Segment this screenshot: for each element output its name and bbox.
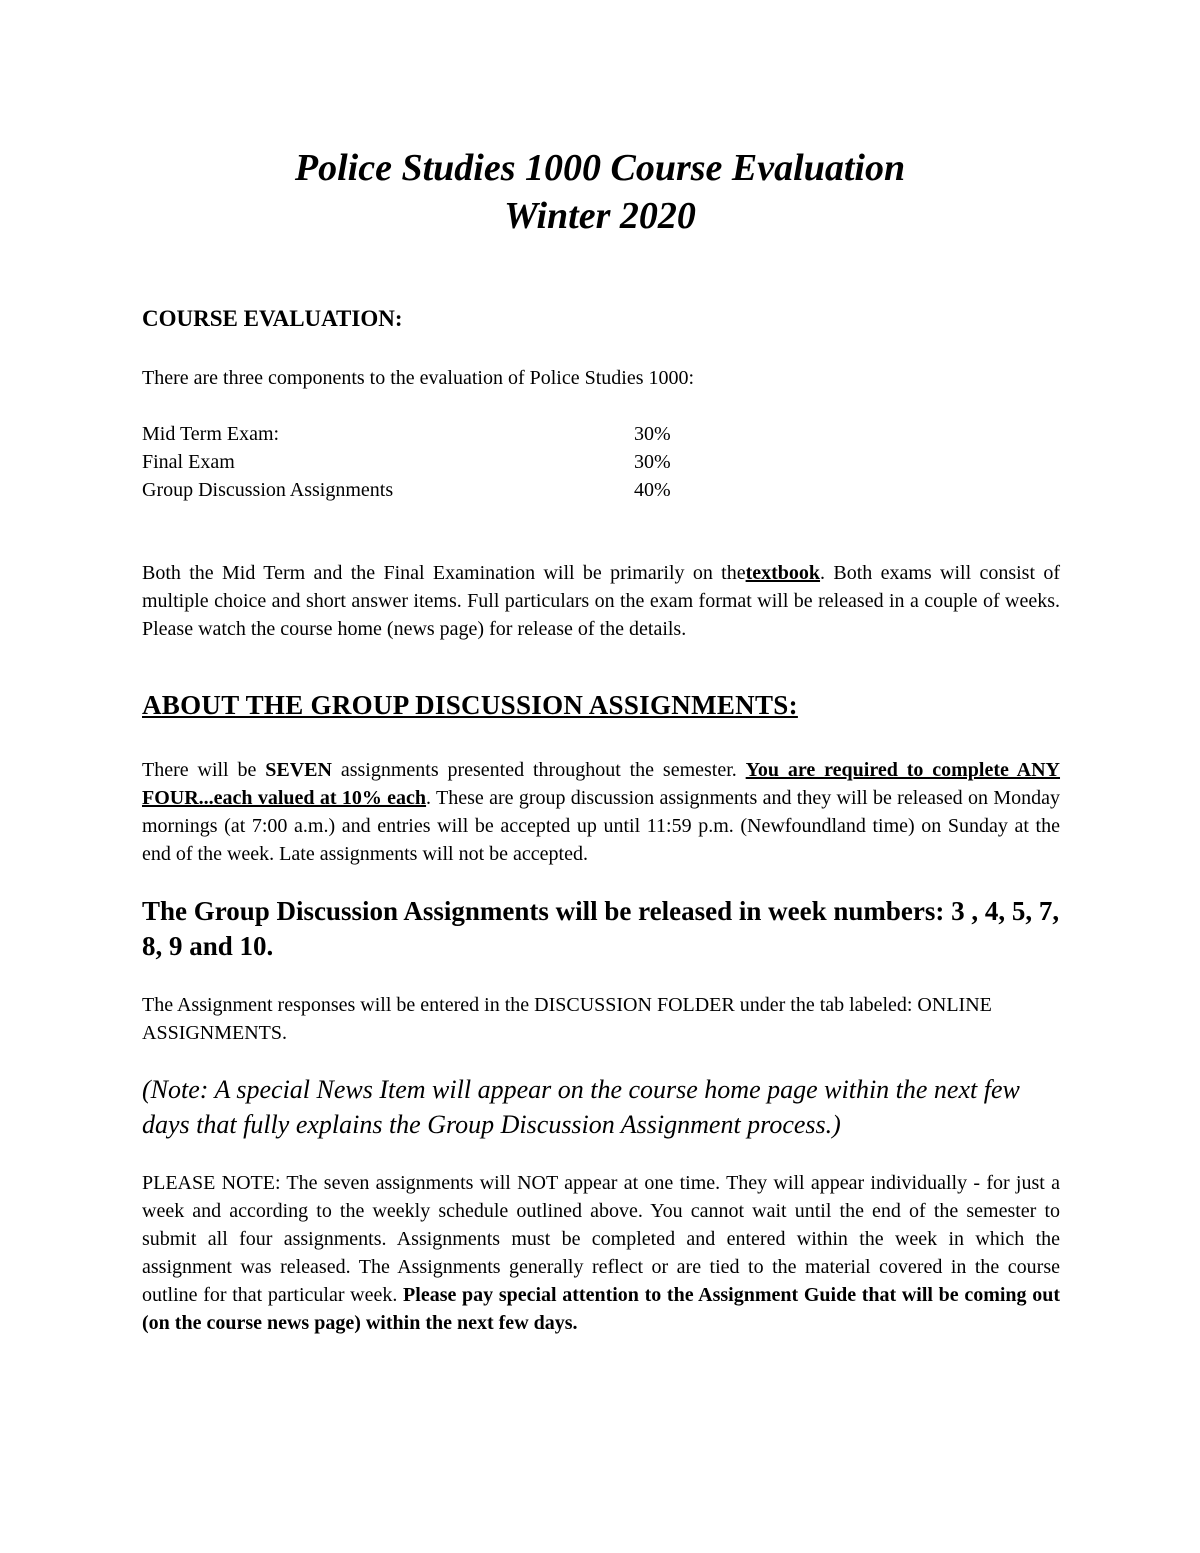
- please-note-text: PLEASE NOTE: The seven assignments will NOT appear at one time. They will appear individually - for just a week and according to the weekly schedule outlined above. You cannot wait until the end of the semester to submit all four assignments. Assignments must be completed and entered within the week in which the assignment was released. The Assignments generally reflect or are tied to the material covered in the course outline for that particular week.: [142, 1172, 1060, 1306]
- component-weight: 30%: [634, 451, 671, 473]
- page-subtitle: Winter 2020: [504, 195, 696, 237]
- course-evaluation-heading: COURSE EVALUATION:: [142, 306, 403, 331]
- release-weeks-heading: The Group Discussion Assignments will be released in week numbers: 3 , 4, 5, 7, 8, 9 and 10.: [142, 896, 1060, 961]
- exams-text-end: . Both exams will consist of multiple choice and short answer items. Full particulars on the exam format will be released in a couple of weeks. Please watch the course home (news page) for release of the details.: [142, 562, 1060, 640]
- news-item-note: (Note: A special News Item will appear on the course home page within the next few days that fully explains the Group Discussion Assignment process.): [142, 1075, 1020, 1139]
- assignments-text-start: There will be: [142, 759, 266, 781]
- component-name: Mid Term Exam:: [142, 423, 280, 445]
- component-weight: 30%: [634, 423, 671, 445]
- please-note-paragraph: [142, 1169, 1060, 1337]
- assignments-text-mid: assignments presented throughout the semester.: [331, 759, 746, 781]
- component-row: [142, 476, 702, 504]
- exams-text-start: Both the Mid Term and the Final Examination will be primarily on the: [142, 562, 746, 584]
- component-name: Final Exam: [142, 451, 235, 473]
- assignments-heading: ABOUT THE GROUP DISCUSSION ASSIGNMENTS:: [142, 690, 798, 720]
- required-notice: You are required to complete ANY FOUR...each valued at 10% each: [142, 759, 1061, 809]
- evaluation-intro: There are three components to the evaluation of Police Studies 1000:: [142, 367, 695, 389]
- exams-paragraph: [142, 559, 1060, 643]
- component-row: [142, 448, 702, 476]
- page-title: Police Studies 1000 Course Evaluation: [294, 147, 906, 189]
- textbook-emphasis: textbook: [745, 562, 821, 584]
- assignments-paragraph: [142, 756, 1060, 868]
- component-name: Group Discussion Assignments: [142, 479, 394, 501]
- assignment-count: SEVEN: [265, 759, 332, 781]
- assignment-guide-notice: Please pay special attention to the Assignment Guide that will be coming out (on the course news page) within the next few days.: [142, 1284, 1060, 1334]
- entry-paragraph: The Assignment responses will be entered in the DISCUSSION FOLDER under the tab labeled: ONLINE ASSIGNMENTS.: [142, 994, 992, 1044]
- assignments-text-end: . These are group discussion assignments and they will be released on Monday mornings (at 7:00 a.m.) and entries will be accepted up until 11:59 p.m. (Newfoundland time) on Sunday at the end of the week. Late assignments will not be accepted.: [142, 787, 1060, 865]
- component-row: [142, 420, 702, 448]
- component-weight: 40%: [634, 479, 671, 501]
